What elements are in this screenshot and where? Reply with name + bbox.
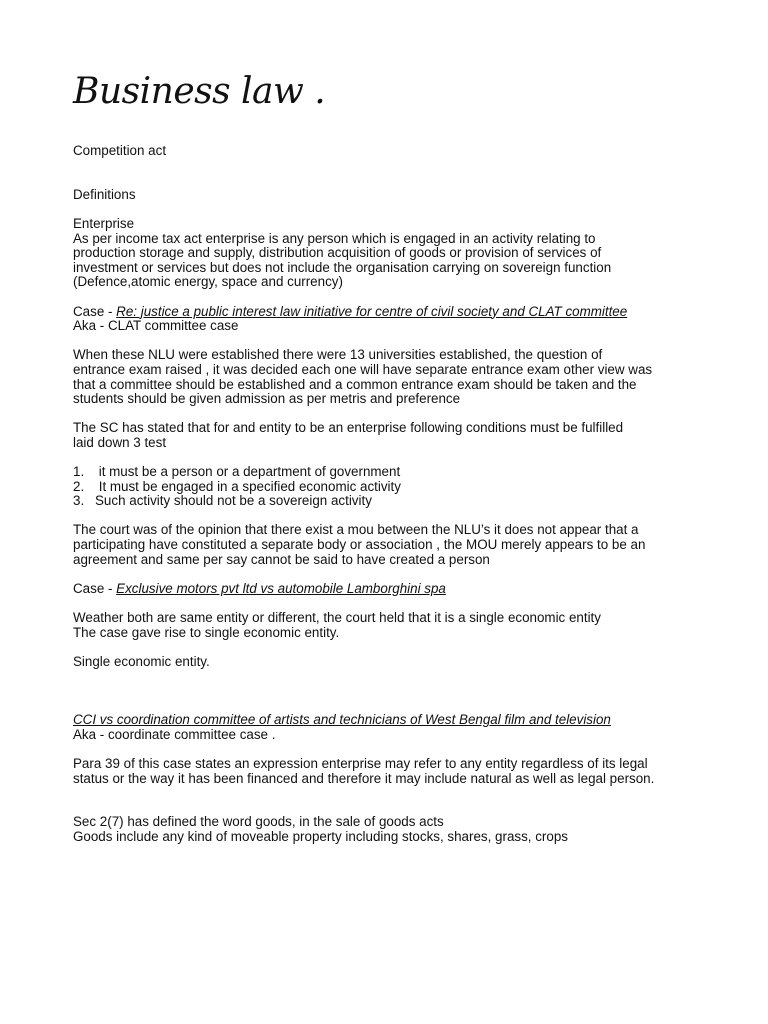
spacer [73,742,723,757]
list-text: it must be a person or a department of government [95,464,401,480]
text-line: Sec 2(7) has defined the word goods, in the sale of goods acts [73,814,444,830]
spacer [73,450,723,465]
case-prefix: Case - [73,580,117,596]
text-line: The case gave rise to single economic entity. [73,624,340,640]
case-aka-cci: Aka - coordinate committee case . [73,726,276,742]
spacer [73,669,723,698]
case-title-lamborghini: Exclusive motors pvt ltd vs automobile Lamborghini spa [116,580,446,596]
text-line: entrance exam raised , it was decided each one will have separate entrance exam other view was [73,361,653,377]
case-title-cci: CCI vs coordination committee of artists and technicians of West Bengal film and television [73,712,611,728]
spacer [73,567,723,582]
text-line: Para 39 of this case states an expression enterprise may refer to any entity regardless of its legal [73,755,648,771]
document-title: Business law . [73,71,326,112]
text-line: The court was of the opinion that there exist a mou between the NLU’s it does not appear that a [73,522,639,538]
text-line: When these NLU were established there were 13 universities established, the question of [73,347,603,363]
goods-paragraph [73,815,723,844]
case-clat [73,305,723,320]
list-item [73,494,723,509]
list-item [73,465,723,480]
text-line: Weather both are same entity or different, the court held that it is a single economic entity [73,610,601,625]
spacer [73,159,723,188]
nlu-paragraph [73,348,723,406]
case-title-clat: Re: justice a public interest law initiative for centre of civil society and CLAT committee [116,303,628,319]
spacer [73,290,723,305]
text-line: (Defence,atomic energy, space and currency) [73,274,343,290]
list-item [73,480,723,495]
competition-heading: Competition act [73,143,167,158]
enterprise-paragraph [73,232,723,290]
weather-paragraph [73,611,723,640]
text-line: The SC has stated that for and entity to be an enterprise following conditions must be fulfilled [73,420,624,436]
definitions-heading: Definitions [73,186,136,202]
text-line: production storage and supply, distribution acquisition of goods or provision of services of [73,245,602,261]
case-aka-clat: Aka - CLAT committee case [73,318,239,334]
case-lamborghini [73,582,723,597]
list-text: It must be engaged in a specified economic activity [95,478,401,494]
text-line: Goods include any kind of moveable property including stocks, shares, grass, crops [73,828,568,844]
list-text: Such activity should not be a sovereign activity [95,493,372,509]
spacer [73,640,723,655]
case-prefix: Case - [73,303,117,319]
text-line: As per income tax act enterprise is any person which is engaged in an activity relating to [73,230,596,246]
test-list [73,465,723,509]
text-line: laid down 3 test [73,434,167,450]
enterprise-heading: Enterprise [73,215,135,231]
spacer [73,596,723,611]
list-number: 1. [73,464,85,480]
text-line: that a committee should be established and a common entrance exam should be taken and the [73,376,637,392]
spacer [73,509,723,524]
text-line: students should be given admission as per metris and preference [73,391,461,407]
spacer [73,407,723,422]
text-line: status or the way it has been financed and therefore it may include natural as well as legal person. [73,770,655,786]
list-number: 2. [73,478,85,494]
court-paragraph [73,523,723,567]
document-page [73,70,723,845]
text-line: participating have constituted a separate body or association , the MOU merely appears to be an [73,537,646,553]
text-line: agreement and same per say cannot be said to have created a person [73,551,490,567]
spacer [73,202,723,217]
single-entity-heading: Single economic entity. [73,653,210,669]
spacer [73,334,723,349]
sc-paragraph [73,421,723,450]
spacer [73,786,723,815]
list-number: 3. [73,493,85,509]
para39-paragraph [73,757,723,786]
text-line: investment or services but does not include the organisation carrying on sovereign function [73,259,612,275]
spacer [73,699,723,714]
